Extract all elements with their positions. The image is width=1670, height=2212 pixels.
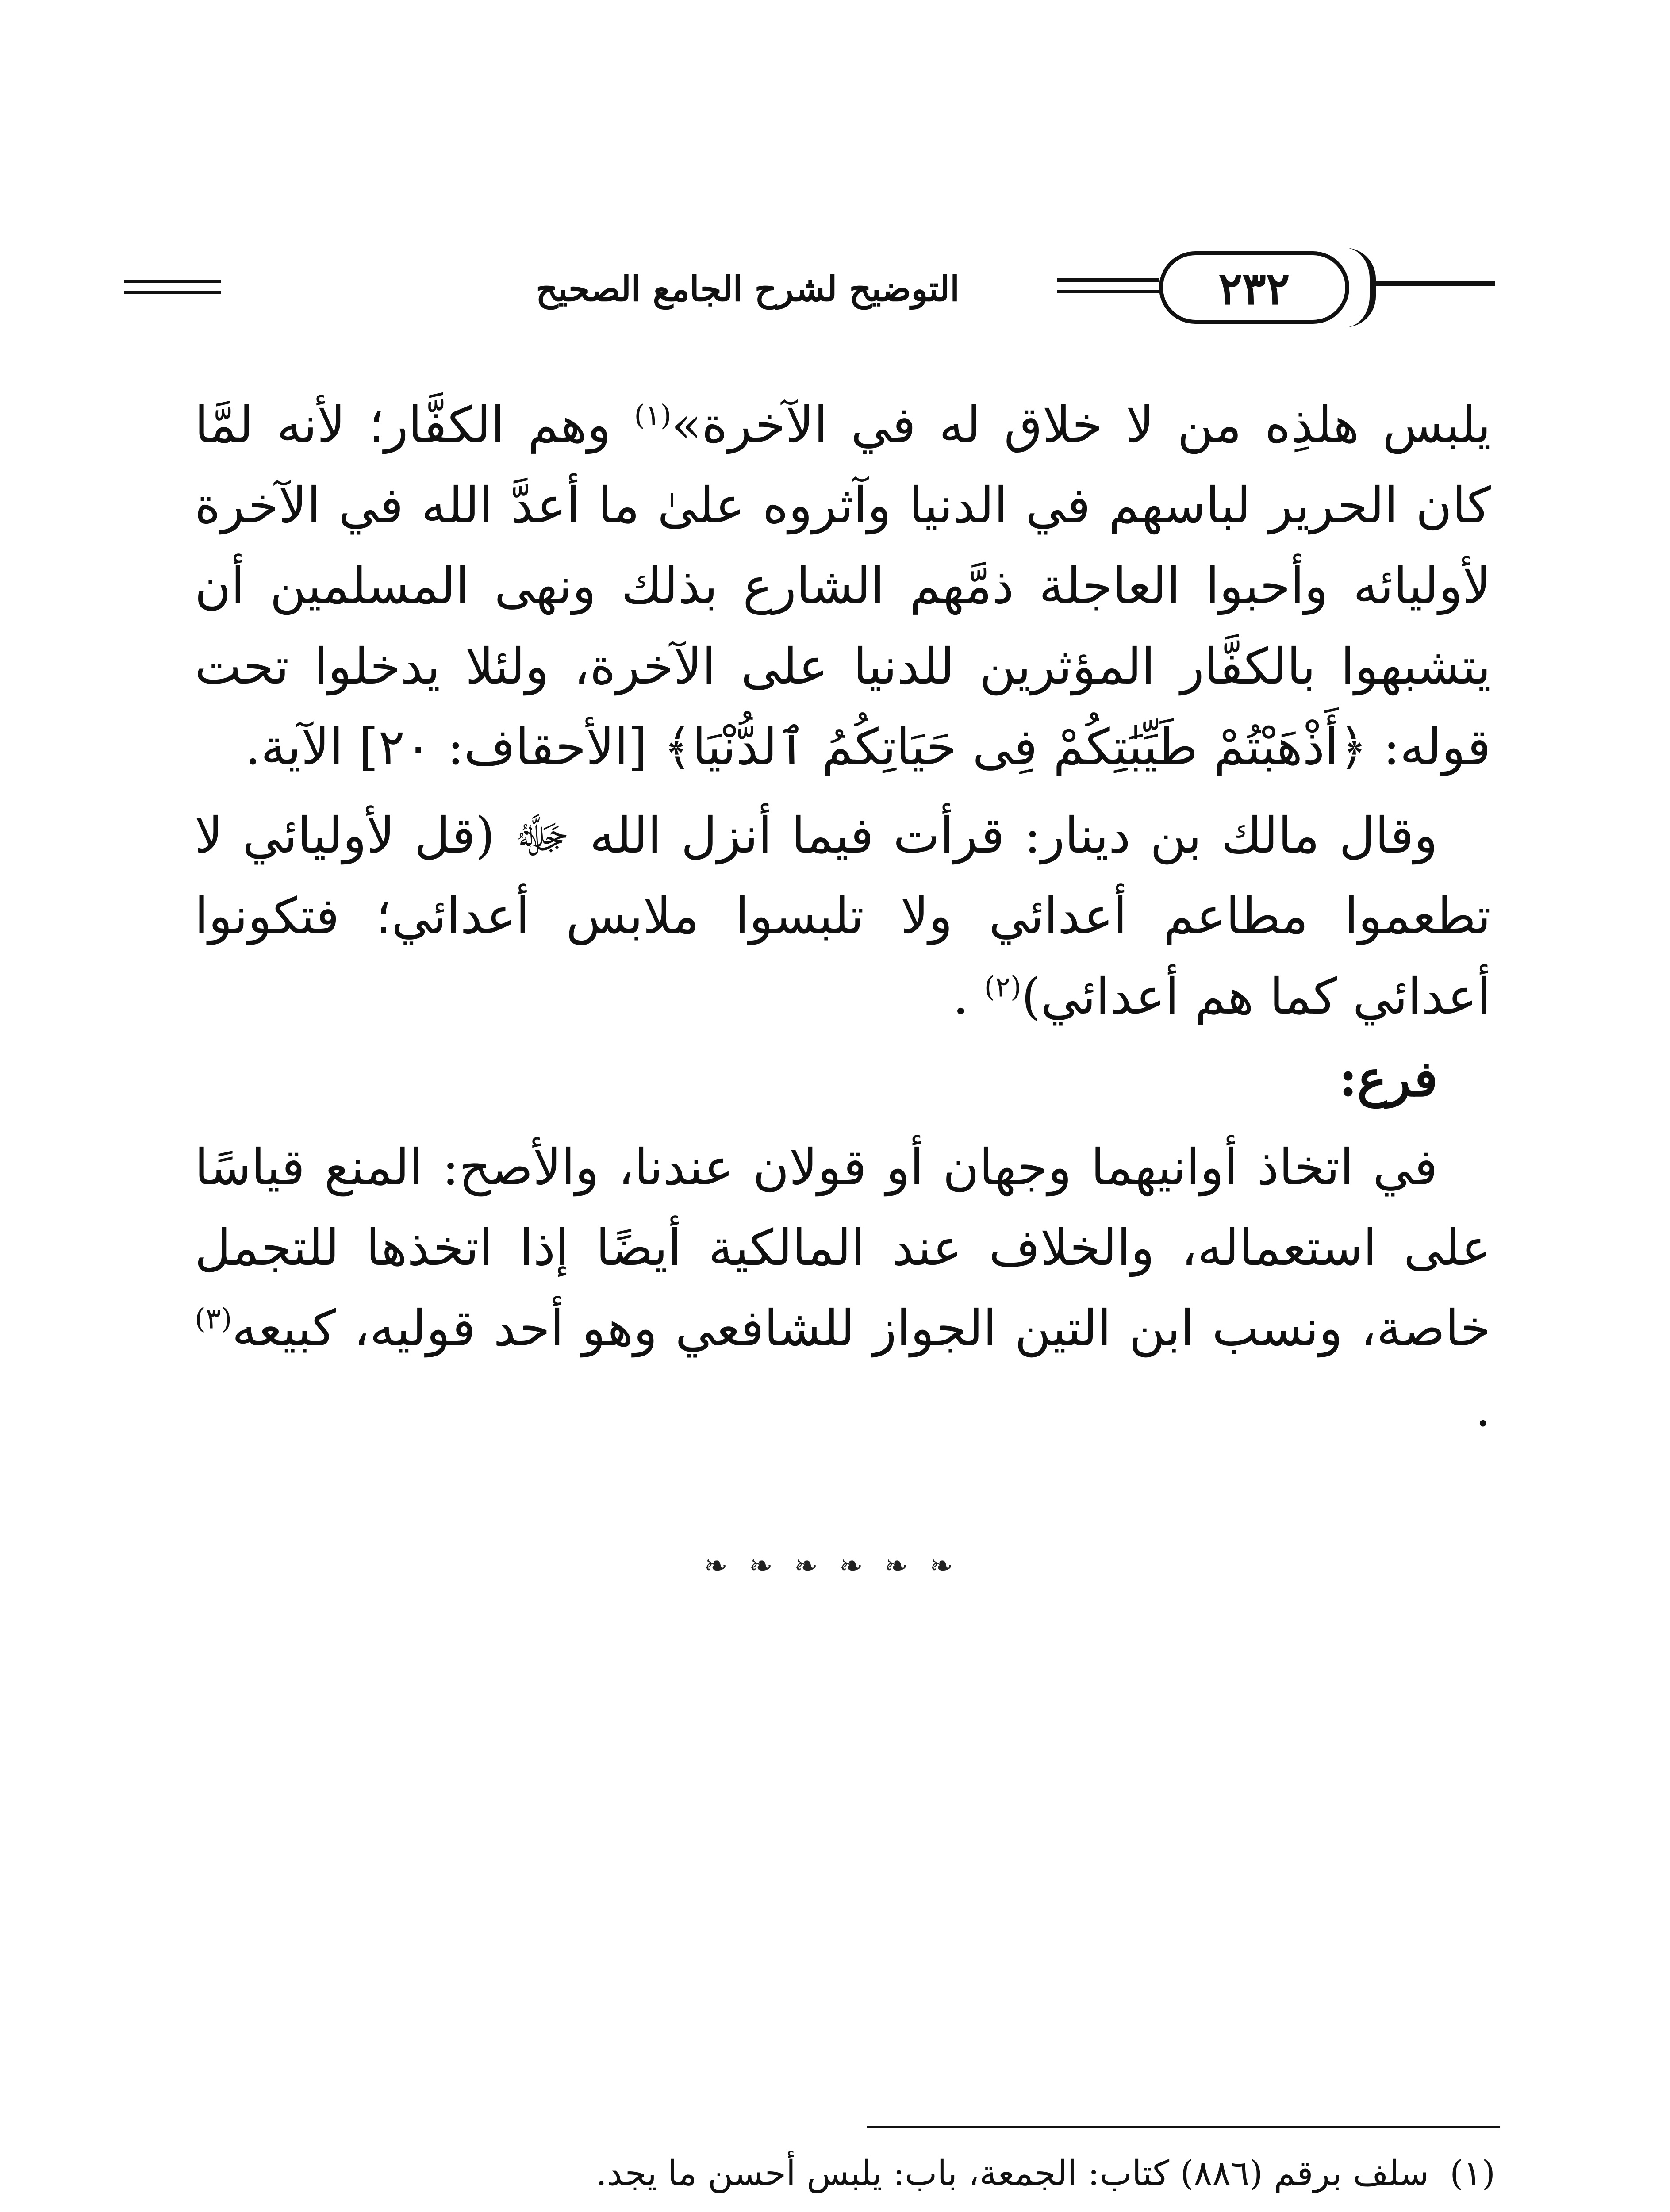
footnote-text: سلف برقم (٨٨٦) كتاب: الجمعة، باب: يلبس أحسن ما يجد. — [595, 2154, 1429, 2193]
footnotes — [168, 2146, 1495, 2212]
footnote-text — [168, 2210, 1429, 2212]
paragraph-2-text-b: . — [952, 968, 984, 1025]
paragraph-2 — [195, 795, 1491, 1037]
footnote-number: (١) — [1450, 2154, 1495, 2193]
paragraph-2-text-a: وقال مالك بن دينار: قرأت فيما أنزل الله ﷻ (قل لأوليائي لا تطعموا مطاعم أعدائي ولا تلبسوا ملابس أعدائي؛ فتكونوا أعدائي كما هم أعدائي) — [195, 807, 1491, 1025]
paragraph-3-text-b: . — [1475, 1380, 1491, 1438]
footnote-reference-3: (٣) — [195, 1302, 232, 1336]
header-rule-right-top — [1057, 278, 1159, 282]
paragraph-3 — [195, 1127, 1491, 1449]
cartouche-ornament-icon — [1345, 248, 1376, 327]
running-header — [124, 243, 1495, 332]
paragraph-3-text-a: في اتخاذ أوانيهما وجهان أو قولان عندنا، والأصح: المنع قياسًا على استعماله، والخلاف عند المالكية أيضًا إذا اتخذها للتجمل خاصة، ونسب ابن التين الجواز للشافعي وهو أحد قوليه، كبيعه — [195, 1139, 1491, 1357]
header-rule-far-right — [1376, 281, 1495, 286]
header-rule-left-top — [124, 280, 221, 283]
header-rule-left-bottom — [124, 291, 221, 294]
page-number: ٢٣٢ — [1218, 262, 1290, 315]
paragraph-1-text-b: وهم الكفَّار؛ لأنه لمَّا كان الحرير لباسهم في الدنيا وآثروه علىٰ ما أعدَّ الله في الآخرة لأوليائه وأحبوا العاجلة ذمَّهم الشارع بذلك ونهى المسلمين أن يتشبهوا بالكفَّار المؤثرين للدنيا على الآخرة، ولئلا يدخلوا تحت قوله: ﴿أَذْهَبْتُمْ طَيِّبَٰتِكُمْ فِى حَيَاتِكُمُ ٱلدُّنْيَا﴾ [الأحقاف: ٢٠] الآية. — [195, 396, 1491, 776]
page-number-cartouche — [1159, 251, 1349, 324]
footnote-item — [168, 2146, 1495, 2201]
section-separator-ornament: ❧ ❧ ❧ ❧ ❧ ❧ — [704, 1550, 960, 1582]
header-rule-right-bottom — [1057, 290, 1159, 293]
footnote-item — [168, 2210, 1495, 2212]
main-text — [195, 385, 1491, 1449]
footnote-divider — [867, 2126, 1500, 2128]
paragraph-1 — [195, 385, 1491, 787]
paragraph-1-text-a: يلبس هلذِه من لا خلاق له في الآخرة» — [671, 396, 1491, 454]
footnote-reference-1: (١) — [634, 399, 672, 432]
subheading: فرع: — [1339, 1050, 1438, 1108]
running-title: التوضيح لشرح الجامع الصحيح — [536, 269, 960, 309]
footnote-reference-2: (٢) — [984, 971, 1021, 1004]
footnote-number — [1429, 2210, 1495, 2212]
